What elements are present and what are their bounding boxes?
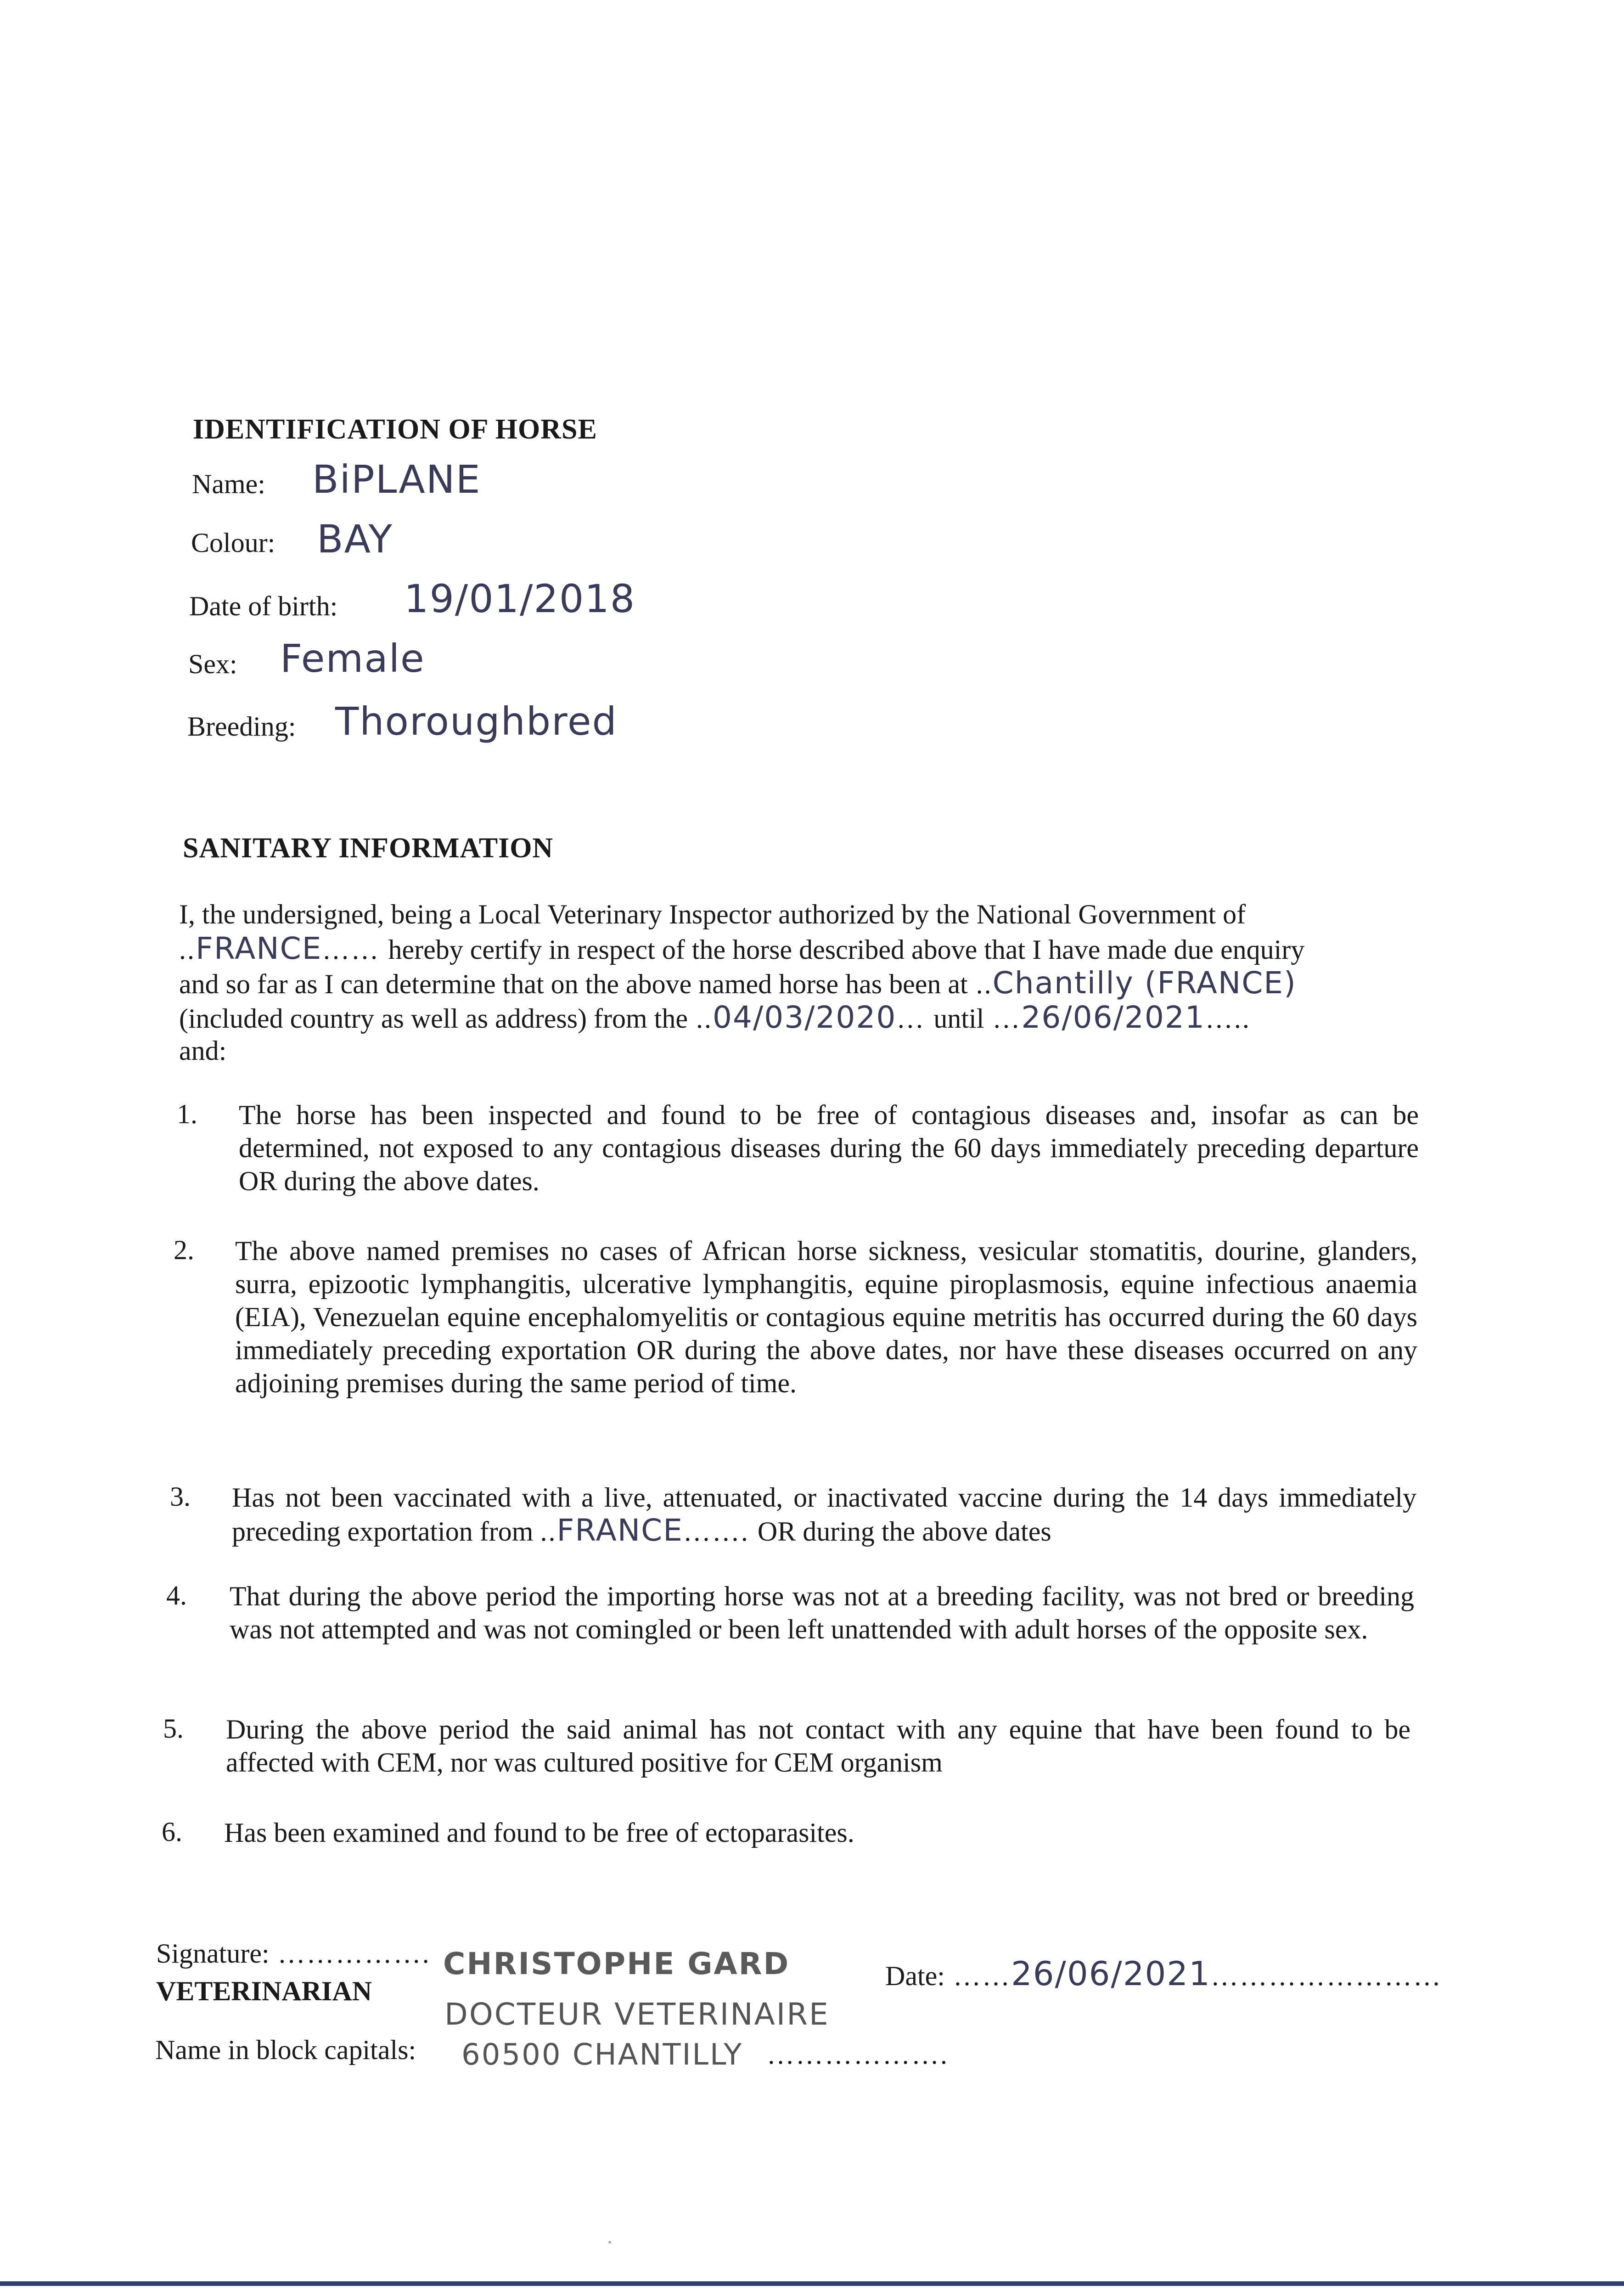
dob-value: 19/01/2018 bbox=[404, 576, 636, 621]
dots: … bbox=[896, 1003, 934, 1034]
item-5-number: 5. bbox=[163, 1713, 184, 1744]
sanitary-heading: SANITARY INFORMATION bbox=[183, 833, 554, 864]
dots: ……. bbox=[683, 1516, 758, 1547]
stamp-line-2: DOCTEUR VETERINAIRE bbox=[444, 1997, 830, 2032]
intro-text-4: (included country as well as address) from the bbox=[179, 1003, 688, 1034]
name-value: BiPLANE bbox=[312, 457, 481, 502]
item-3-text bbox=[232, 1481, 1416, 1548]
dots: .. bbox=[540, 1516, 557, 1547]
until-date: 26/06/2021 bbox=[1021, 1000, 1205, 1035]
colour-label: Colour: bbox=[191, 528, 275, 558]
sanitary-intro-line-2 bbox=[179, 932, 1428, 966]
block-caps-label: Name in block capitals: bbox=[155, 2035, 416, 2065]
signature-row bbox=[156, 1938, 431, 1970]
item-4-number: 4. bbox=[166, 1580, 187, 1610]
dots: …………………… bbox=[1210, 1961, 1442, 1991]
dots: …… bbox=[944, 1961, 1011, 1991]
dots: .. bbox=[179, 934, 196, 965]
dots: …… bbox=[322, 934, 388, 965]
intro-text-3: and so far as I can determine that on the above named horse has been at bbox=[179, 969, 968, 999]
item-1-text: The horse has been inspected and found to be free of contagious diseases and, insofar as can be determined, not exposed to any contagious diseases during the 60 days immediately preceding departure OR during the above dates. bbox=[239, 1100, 1419, 1196]
dots: ………………. bbox=[767, 2039, 949, 2070]
item-3-text-a: Has not been vaccinated with a live, attenuated, or inactivated vaccine during the 14 days immediately preceding exportation from bbox=[232, 1482, 1416, 1547]
sanitary-intro-line-4 bbox=[179, 1001, 1428, 1035]
sex-value: Female bbox=[280, 636, 425, 681]
item-3-text-b: OR during the above dates bbox=[757, 1516, 1051, 1547]
date-row bbox=[885, 1954, 1442, 1993]
signature-label: Signature: bbox=[156, 1938, 270, 1969]
item-6-number: 6. bbox=[162, 1817, 182, 1847]
dots: ….. bbox=[1205, 1003, 1251, 1034]
location-value: Chantilly (FRANCE) bbox=[992, 965, 1297, 1001]
item-1-number: 1. bbox=[177, 1099, 197, 1129]
dob-label: Date of birth: bbox=[189, 591, 338, 621]
item-5-text: During the above period the said animal has not contact with any equine that have been found to be affected with CEM, nor was cultured positive for CEM organism bbox=[226, 1714, 1410, 1778]
scan-edge-line bbox=[0, 2281, 1624, 2286]
date-label: Date: bbox=[885, 1961, 945, 1991]
dots: .. bbox=[967, 969, 993, 999]
item-4-text: That during the above period the importing horse was not at a breeding facility, was not bred or breeding was not attempted and was not comingled or been left unattended with adult horses of the opposite sex. bbox=[230, 1581, 1414, 1644]
scan-speck bbox=[608, 2241, 611, 2244]
sex-label: Sex: bbox=[188, 649, 237, 679]
item-3-country: FRANCE bbox=[556, 1513, 683, 1548]
dots: ……………. bbox=[269, 1938, 431, 1969]
identification-heading: IDENTIFICATION OF HORSE bbox=[193, 414, 597, 445]
block-caps-row bbox=[155, 2034, 416, 2066]
veterinarian-label: VETERINARIAN bbox=[156, 1976, 372, 2006]
colour-value: BAY bbox=[317, 517, 393, 562]
item-3-number: 3. bbox=[170, 1481, 191, 1512]
intro-text-2: hereby certify in respect of the horse described above that I have made due enquiry bbox=[388, 934, 1305, 965]
sanitary-intro-line-5: and: bbox=[179, 1035, 227, 1066]
stamp-line-3: 60500 CHANTILLY bbox=[461, 2038, 743, 2072]
country-value: FRANCE bbox=[196, 931, 322, 966]
dots: .. bbox=[687, 1003, 713, 1034]
dots: … bbox=[984, 1003, 1022, 1034]
from-date: 04/03/2020 bbox=[712, 1000, 897, 1035]
stamp-line-1: CHRISTOPHE GARD bbox=[443, 1946, 790, 1981]
sanitary-intro-line-1: I, the undersigned, being a Local Veterinary Inspector authorized by the National Government of bbox=[179, 899, 1246, 929]
breeding-label: Breeding: bbox=[187, 711, 296, 742]
sanitary-intro-line-3 bbox=[179, 967, 1428, 1001]
until-label: until bbox=[933, 1003, 984, 1034]
item-2-text: The above named premises no cases of African horse sickness, vesicular stomatitis, dourine, glanders, surra, epizootic lymphangitis, ulcerative lymphangitis, equine piroplasmosis, equine infectious anaemia (EIA), Venezuelan equine encephalomyelitis or contagious equine metritis has occurred during the 60 days immediately preceding exportation OR during the above dates, nor have these diseases occurred on any adjoining premises during the same period of time. bbox=[235, 1236, 1417, 1398]
name-label: Name: bbox=[192, 469, 265, 499]
item-6-text: Has been examined and found to be free of ectoparasites. bbox=[224, 1818, 854, 1848]
breeding-value: Thoroughbred bbox=[335, 699, 618, 744]
item-2-number: 2. bbox=[174, 1235, 194, 1265]
date-value: 26/06/2021 bbox=[1011, 1954, 1211, 1993]
